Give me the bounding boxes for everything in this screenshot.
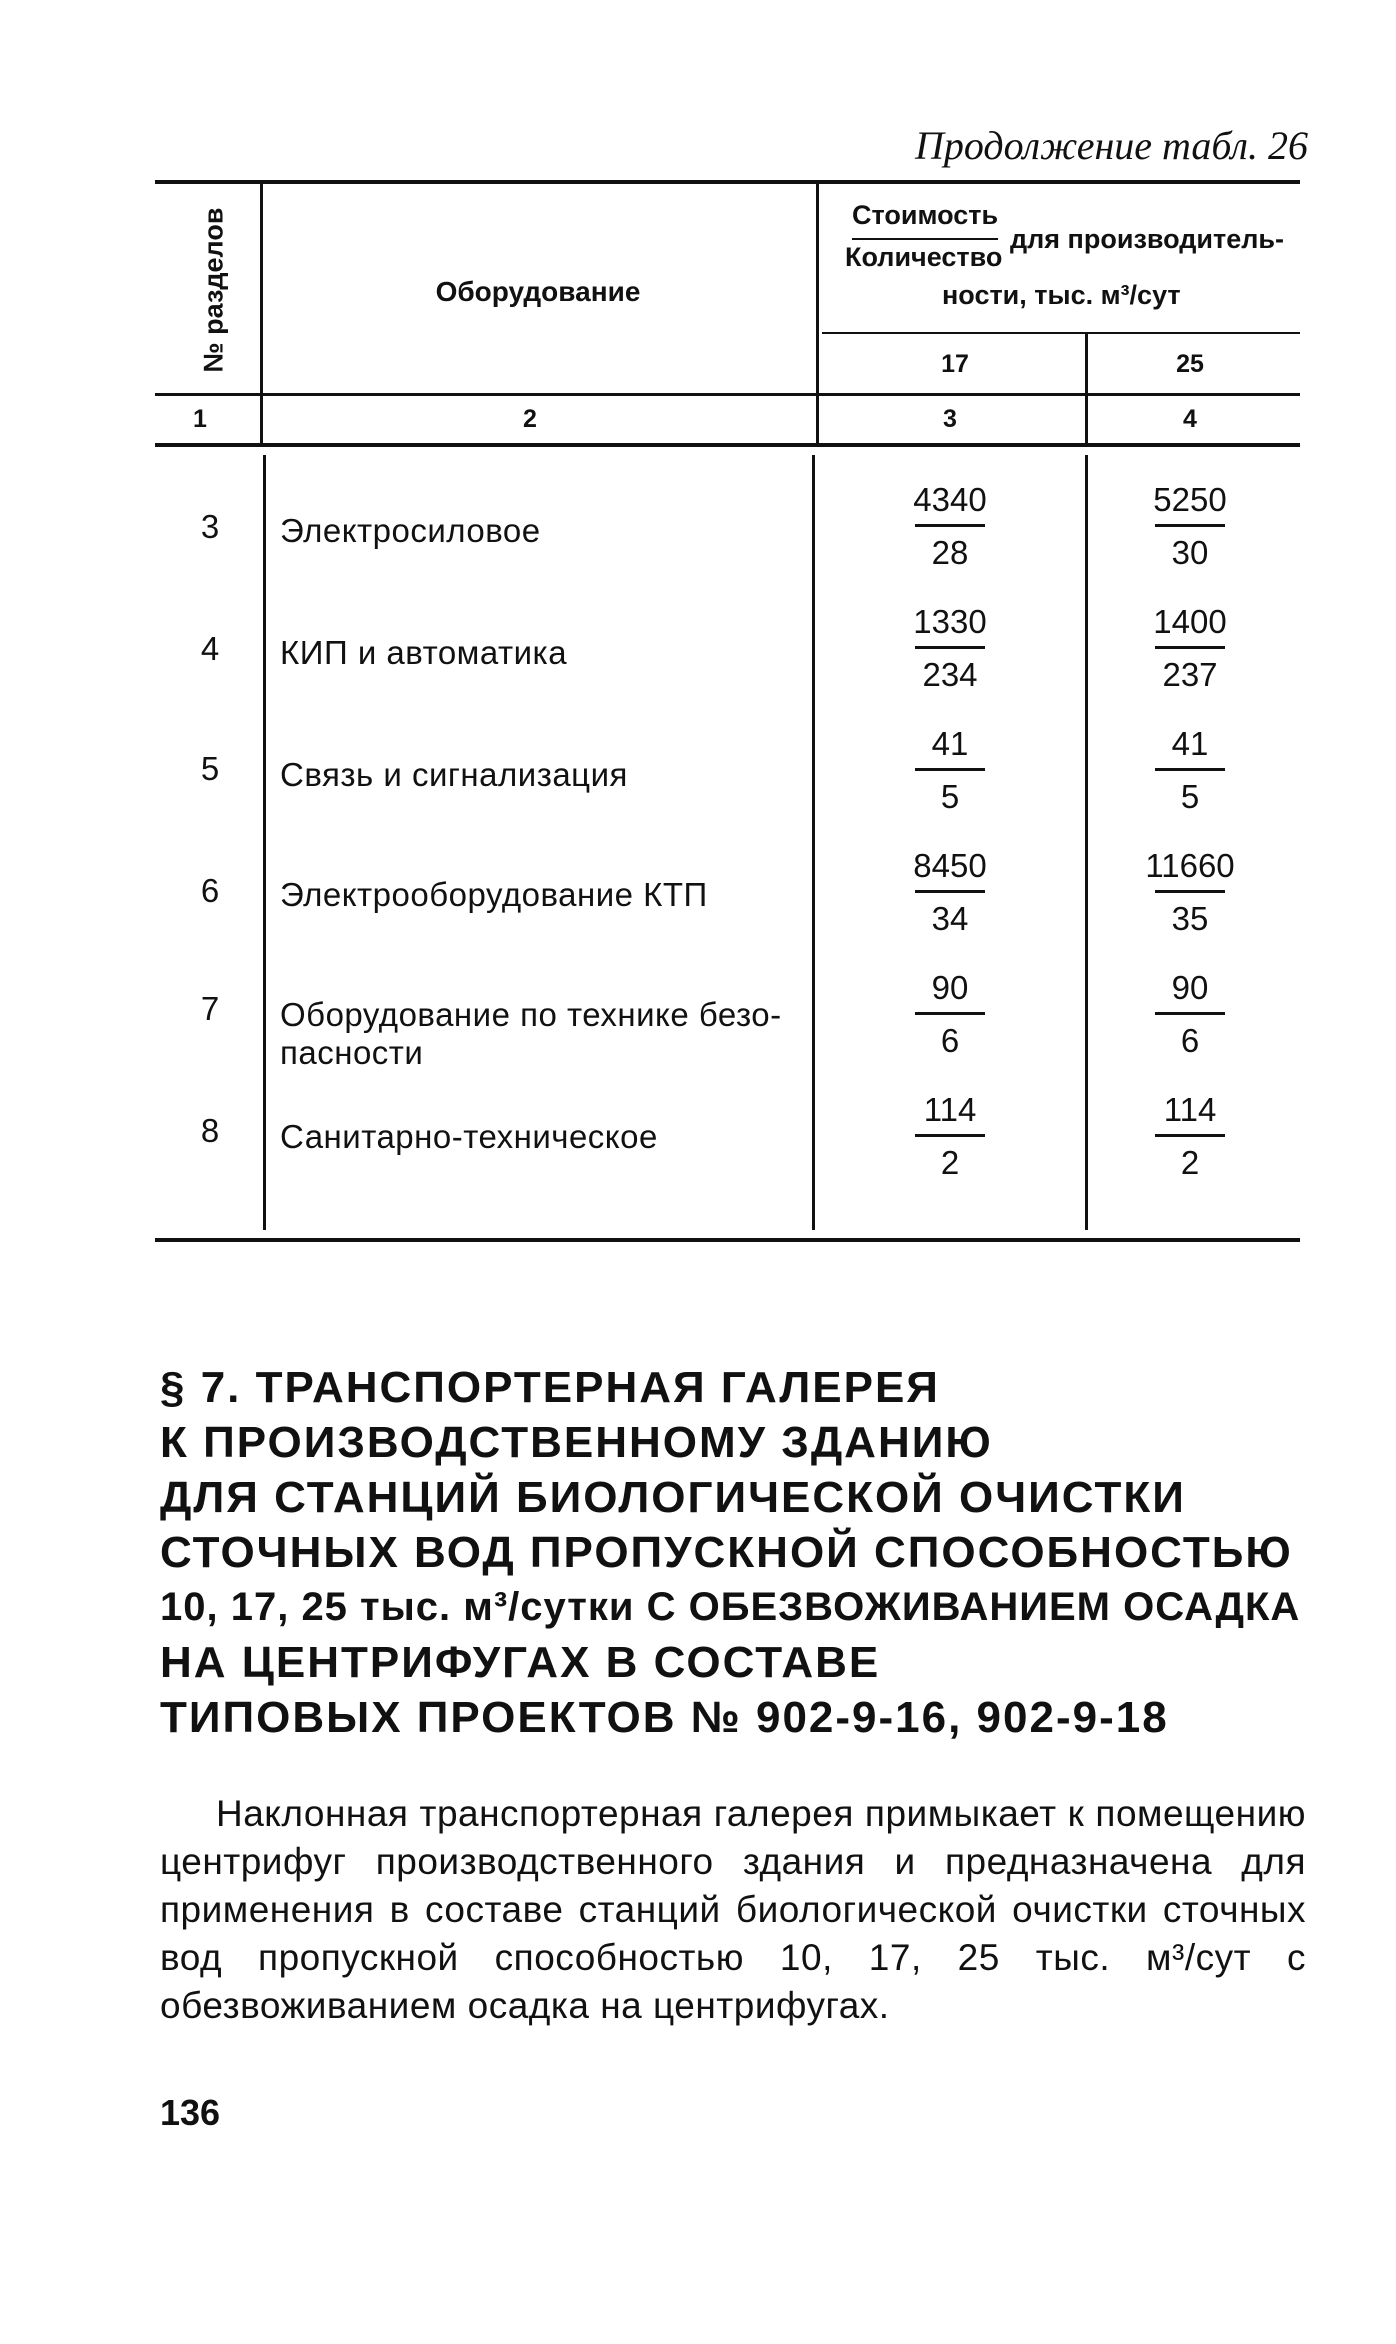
section-title	[160, 1360, 1320, 1745]
table-row-17	[885, 966, 1015, 1063]
table-row-name: Электросиловое	[280, 512, 541, 549]
table-row-25	[1125, 478, 1255, 575]
table-row-17	[885, 1088, 1015, 1185]
table-row-17	[885, 600, 1015, 697]
table-row-section: 7	[200, 990, 220, 1027]
quantity-value: 30	[1171, 534, 1209, 571]
col-divider-1-body	[263, 455, 266, 1230]
section-title-line: ДЛЯ СТАНЦИЙ БИОЛОГИЧЕСКОЙ ОЧИСТКИ	[160, 1473, 1186, 1522]
table-row-section: 5	[200, 750, 220, 787]
cost-label: Стоимость	[852, 196, 998, 240]
section-title-line: К ПРОИЗВОДСТВЕННОМУ ЗДАНИЮ	[160, 1418, 993, 1467]
section-title-line: § 7. ТРАНСПОРТЕРНАЯ ГАЛЕРЕЯ	[160, 1363, 940, 1412]
section-title-line: 10, 17, 25 тыс. м³/сутки С ОБЕЗВОЖИВАНИЕМ ОСАДКА	[160, 1585, 1301, 1629]
table-row-name: Электрооборудование КТП	[280, 876, 708, 913]
table-row-25	[1125, 600, 1255, 697]
quantity-label: Количество	[845, 242, 1003, 272]
section-title-line: ТИПОВЫХ ПРОЕКТОВ № 902-9-16, 902-9-18	[160, 1693, 1169, 1742]
col-divider-2-body	[812, 455, 815, 1230]
table-row-section: 3	[200, 508, 220, 545]
table-top-rule	[155, 180, 1300, 184]
table-bottom-rule	[155, 1238, 1300, 1242]
table-row-section: 6	[200, 872, 220, 909]
table-row-name	[280, 996, 820, 1072]
table-row-17	[885, 844, 1015, 941]
table-row-name: Санитарно-техническое	[280, 1118, 658, 1155]
table-row-25	[1125, 722, 1255, 819]
column-number-1: 1	[193, 405, 207, 433]
column-number-4: 4	[1183, 405, 1197, 433]
cost-value: 11660	[1145, 847, 1235, 884]
cost-value: 90	[931, 969, 969, 1006]
table-row-name-line1: Оборудование по технике безо-	[280, 996, 782, 1033]
section-title-line: СТОЧНЫХ ВОД ПРОПУСКНОЙ СПОСОБНОСТЬЮ	[160, 1528, 1293, 1577]
section-title-line: НА ЦЕНТРИФУГАХ В СОСТАВЕ	[160, 1638, 881, 1687]
fraction-bar	[915, 524, 985, 527]
quantity-value: 5	[1180, 778, 1200, 815]
cost-value: 41	[931, 725, 969, 762]
col-divider-3	[1085, 334, 1088, 446]
quantity-value: 5	[940, 778, 960, 815]
quantity-value: 237	[1162, 656, 1218, 693]
cost-value: 114	[1163, 1091, 1217, 1128]
column-numbers-rule	[155, 443, 1300, 447]
capacity-17-header: 17	[941, 350, 969, 378]
fraction-bar	[1155, 890, 1225, 893]
quantity-value: 2	[940, 1144, 960, 1181]
fraction-bar	[1155, 646, 1225, 649]
page-number: 136	[160, 2092, 221, 2133]
fraction-bar	[1155, 768, 1225, 771]
fraction-bar	[915, 646, 985, 649]
capacity-label-b: ности, тыс. м³/сут	[942, 280, 1181, 310]
quantity-value: 6	[1180, 1022, 1200, 1059]
col-divider-3-body	[1085, 455, 1088, 1230]
cost-value: 1330	[913, 603, 987, 640]
table-continuation-label: Продолжение табл. 26	[914, 123, 1308, 168]
cost-value: 41	[1171, 725, 1209, 762]
header-bottom-rule	[155, 393, 1300, 396]
fraction-bar	[1155, 1012, 1225, 1015]
quantity-value: 34	[931, 900, 969, 937]
column-number-2: 2	[523, 405, 537, 433]
col-divider-2	[816, 184, 819, 446]
table-row-name-line2: пасности	[280, 1034, 424, 1071]
table-row-25	[1125, 966, 1255, 1063]
table-row-17	[885, 722, 1015, 819]
quantity-value: 6	[940, 1022, 960, 1059]
table-row-17	[885, 478, 1015, 575]
fraction-bar	[915, 768, 985, 771]
fraction-bar	[1155, 524, 1225, 527]
cost-value: 1400	[1153, 603, 1227, 640]
cost-value: 114	[923, 1091, 977, 1128]
table-row-name: КИП и автоматика	[280, 634, 568, 671]
capacity-label-a: для производитель-	[1010, 224, 1284, 254]
fraction-bar	[915, 890, 985, 893]
table-row-25	[1125, 844, 1255, 941]
quantity-value: 2	[1180, 1144, 1200, 1181]
table-row-section: 8	[200, 1112, 220, 1149]
capacity-subheader-rule	[822, 332, 1300, 334]
column-number-3: 3	[943, 405, 957, 433]
equipment-header: Оборудование	[435, 276, 641, 307]
quantity-value: 28	[931, 534, 969, 571]
fraction-bar	[915, 1012, 985, 1015]
cost-value: 8450	[913, 847, 987, 884]
quantity-value: 234	[922, 656, 978, 693]
cost-value: 90	[1171, 969, 1209, 1006]
table-row-section: 4	[200, 630, 220, 667]
capacity-25-header: 25	[1176, 350, 1204, 378]
col-divider-1	[260, 184, 263, 446]
fraction-bar	[1155, 1134, 1225, 1137]
table-row-25	[1125, 1088, 1255, 1185]
section-number-header: № разделов	[198, 207, 229, 373]
body-paragraph: Наклонная транспортерная галерея примыкает к помещению центрифуг производственного здания и предназначена для применения в составе станций биологической очистки сточных вод пропускной способностью 10, 17, 25 тыс. м³/сут с обезвоживанием осадка на центрифугах.	[160, 1793, 1306, 2026]
table-row-name: Связь и сигнализация	[280, 756, 628, 793]
cost-value: 4340	[913, 481, 987, 518]
quantity-value: 35	[1171, 900, 1209, 937]
cost-value: 5250	[1153, 481, 1227, 518]
fraction-bar	[915, 1134, 985, 1137]
